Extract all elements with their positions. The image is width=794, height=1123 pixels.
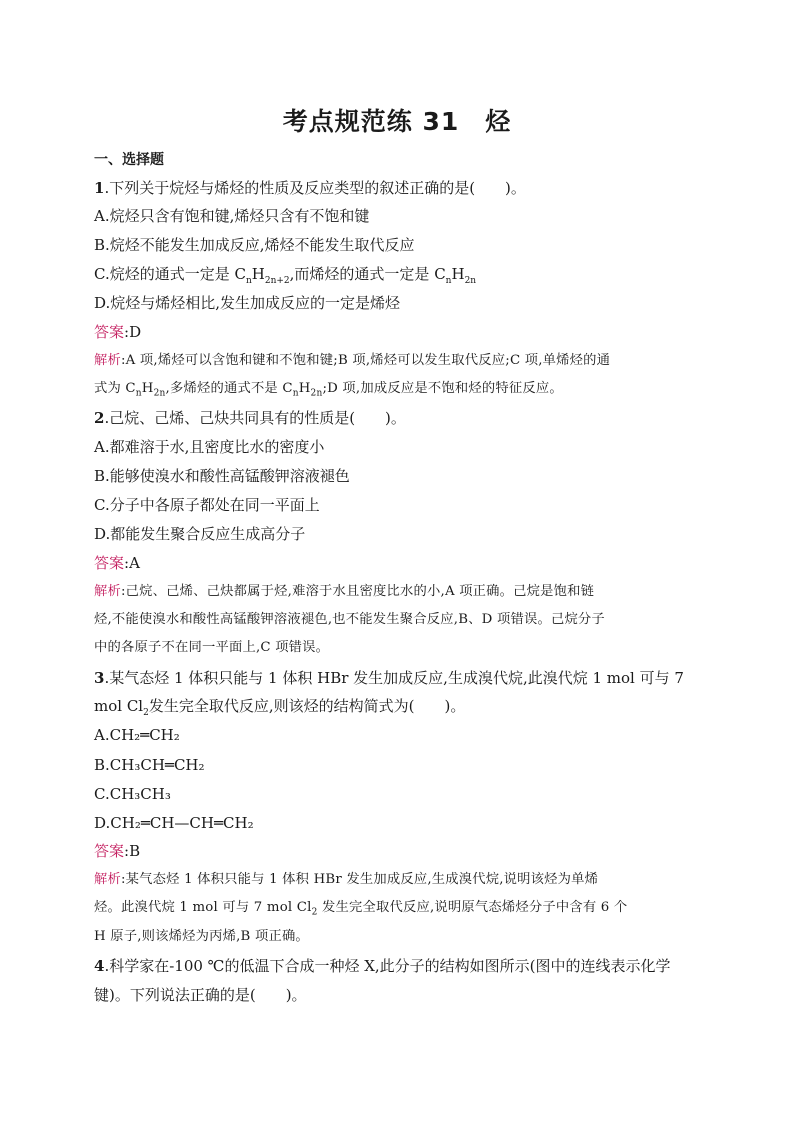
- question-number: 3: [94, 669, 105, 687]
- answer-label: 答案: [94, 842, 125, 860]
- question-3-explanation-cont: 烃。此溴代烷 1 mol 可与 7 mol $Cl_2$ 发生完全取代反应,说明原气态烯烃分子中含有 6 个: [94, 900, 628, 918]
- question-2-option-b: B.能够使溴水和酸性高锰酸钾溶液褪色: [94, 467, 350, 485]
- question-number: 1: [94, 179, 105, 197]
- question-1-answer: 答案:D: [94, 323, 142, 341]
- explanation-label: 解析: [94, 872, 121, 887]
- question-1-option-c: C.烷烃的通式一定是 $C_nH_{2n+2}$,而烯烃的通式一定是 $C_nH_{2n}$: [94, 265, 477, 286]
- explanation-label: 解析: [94, 353, 121, 368]
- question-2-option-d: D.都能发生聚合反应生成高分子: [94, 525, 306, 543]
- question-3-explanation: 解析:某气态烃 1 体积只能与 1 体积 HBr 发生加成反应,生成溴代烷,说明该烃为单烯: [94, 872, 599, 887]
- question-2-stem: 2.己烷、己烯、己炔共同具有的性质是( )。: [94, 409, 406, 427]
- question-2-option-c: C.分子中各原子都处在同一平面上: [94, 496, 320, 514]
- question-3-stem: 3.某气态烃 1 体积只能与 1 体积 HBr 发生加成反应,生成溴代烷,此溴代烷 1 mol 可与 7: [94, 669, 684, 687]
- question-3-option-b: B.CH₃CH═CH₂: [94, 756, 205, 774]
- question-3-option-a: A.CH₂═CH₂: [94, 726, 180, 744]
- question-2-explanation: 解析:己烷、己烯、己炔都属于烃,难溶于水且密度比水的小,A 项正确。己烷是饱和链: [94, 584, 595, 599]
- question-1-explanation-cont: 式为 $C_nH_{2n}$,多烯烃的通式不是 $C_nH_{2n};D$ 项,加成反应是不饱和烃的特征反应。: [94, 381, 563, 399]
- answer-label: 答案: [94, 554, 125, 572]
- question-3-option-d: D.CH₂═CH—CH═CH₂: [94, 814, 254, 832]
- answer-label: 答案: [94, 323, 125, 341]
- section-heading: 一、选择题: [94, 152, 164, 168]
- question-1-option-d: D.烷烃与烯烃相比,发生加成反应的一定是烯烃: [94, 294, 401, 312]
- question-1-explanation: 解析:A 项,烯烃可以含饱和键和不饱和键;B 项,烯烃可以发生取代反应;C 项,单烯烃的通: [94, 353, 611, 368]
- question-2-answer: 答案:A: [94, 554, 140, 572]
- question-1-stem: 1.下列关于烷烃与烯烃的性质及反应类型的叙述正确的是( )。: [94, 179, 526, 197]
- question-1-option-b: B.烷烃不能发生加成反应,烯烃不能发生取代反应: [94, 236, 415, 254]
- question-4-stem-cont: 键)。下列说法正确的是( )。: [94, 986, 307, 1004]
- question-1-option-a: A.烷烃只含有饱和键,烯烃只含有不饱和键: [94, 207, 370, 225]
- question-number: 4: [94, 957, 105, 975]
- question-number: 2: [94, 409, 105, 427]
- question-3-option-c: C.CH₃CH₃: [94, 785, 171, 803]
- question-3-answer: 答案:B: [94, 842, 141, 860]
- question-2-option-a: A.都难溶于水,且密度比水的密度小: [94, 438, 325, 456]
- question-3-stem-cont: mol $Cl_2$发生完全取代反应,则该烃的结构简式为( )。: [94, 697, 466, 718]
- page-title: 考点规范练 31 烃: [282, 107, 512, 136]
- explanation-label: 解析: [94, 584, 121, 599]
- question-2-explanation-cont: 中的各原子不在同一平面上,C 项错误。: [94, 640, 330, 655]
- question-2-explanation-cont: 烃,不能使溴水和酸性高锰酸钾溶液褪色,也不能发生聚合反应,B、D 项错误。己烷分子: [94, 612, 605, 627]
- question-4-stem: 4.科学家在-100 ℃的低温下合成一种烃 X,此分子的结构如图所示(图中的连线表示化学: [94, 957, 671, 975]
- question-3-explanation-cont: H 原子,则该烯烃为丙烯,B 项正确。: [94, 929, 309, 944]
